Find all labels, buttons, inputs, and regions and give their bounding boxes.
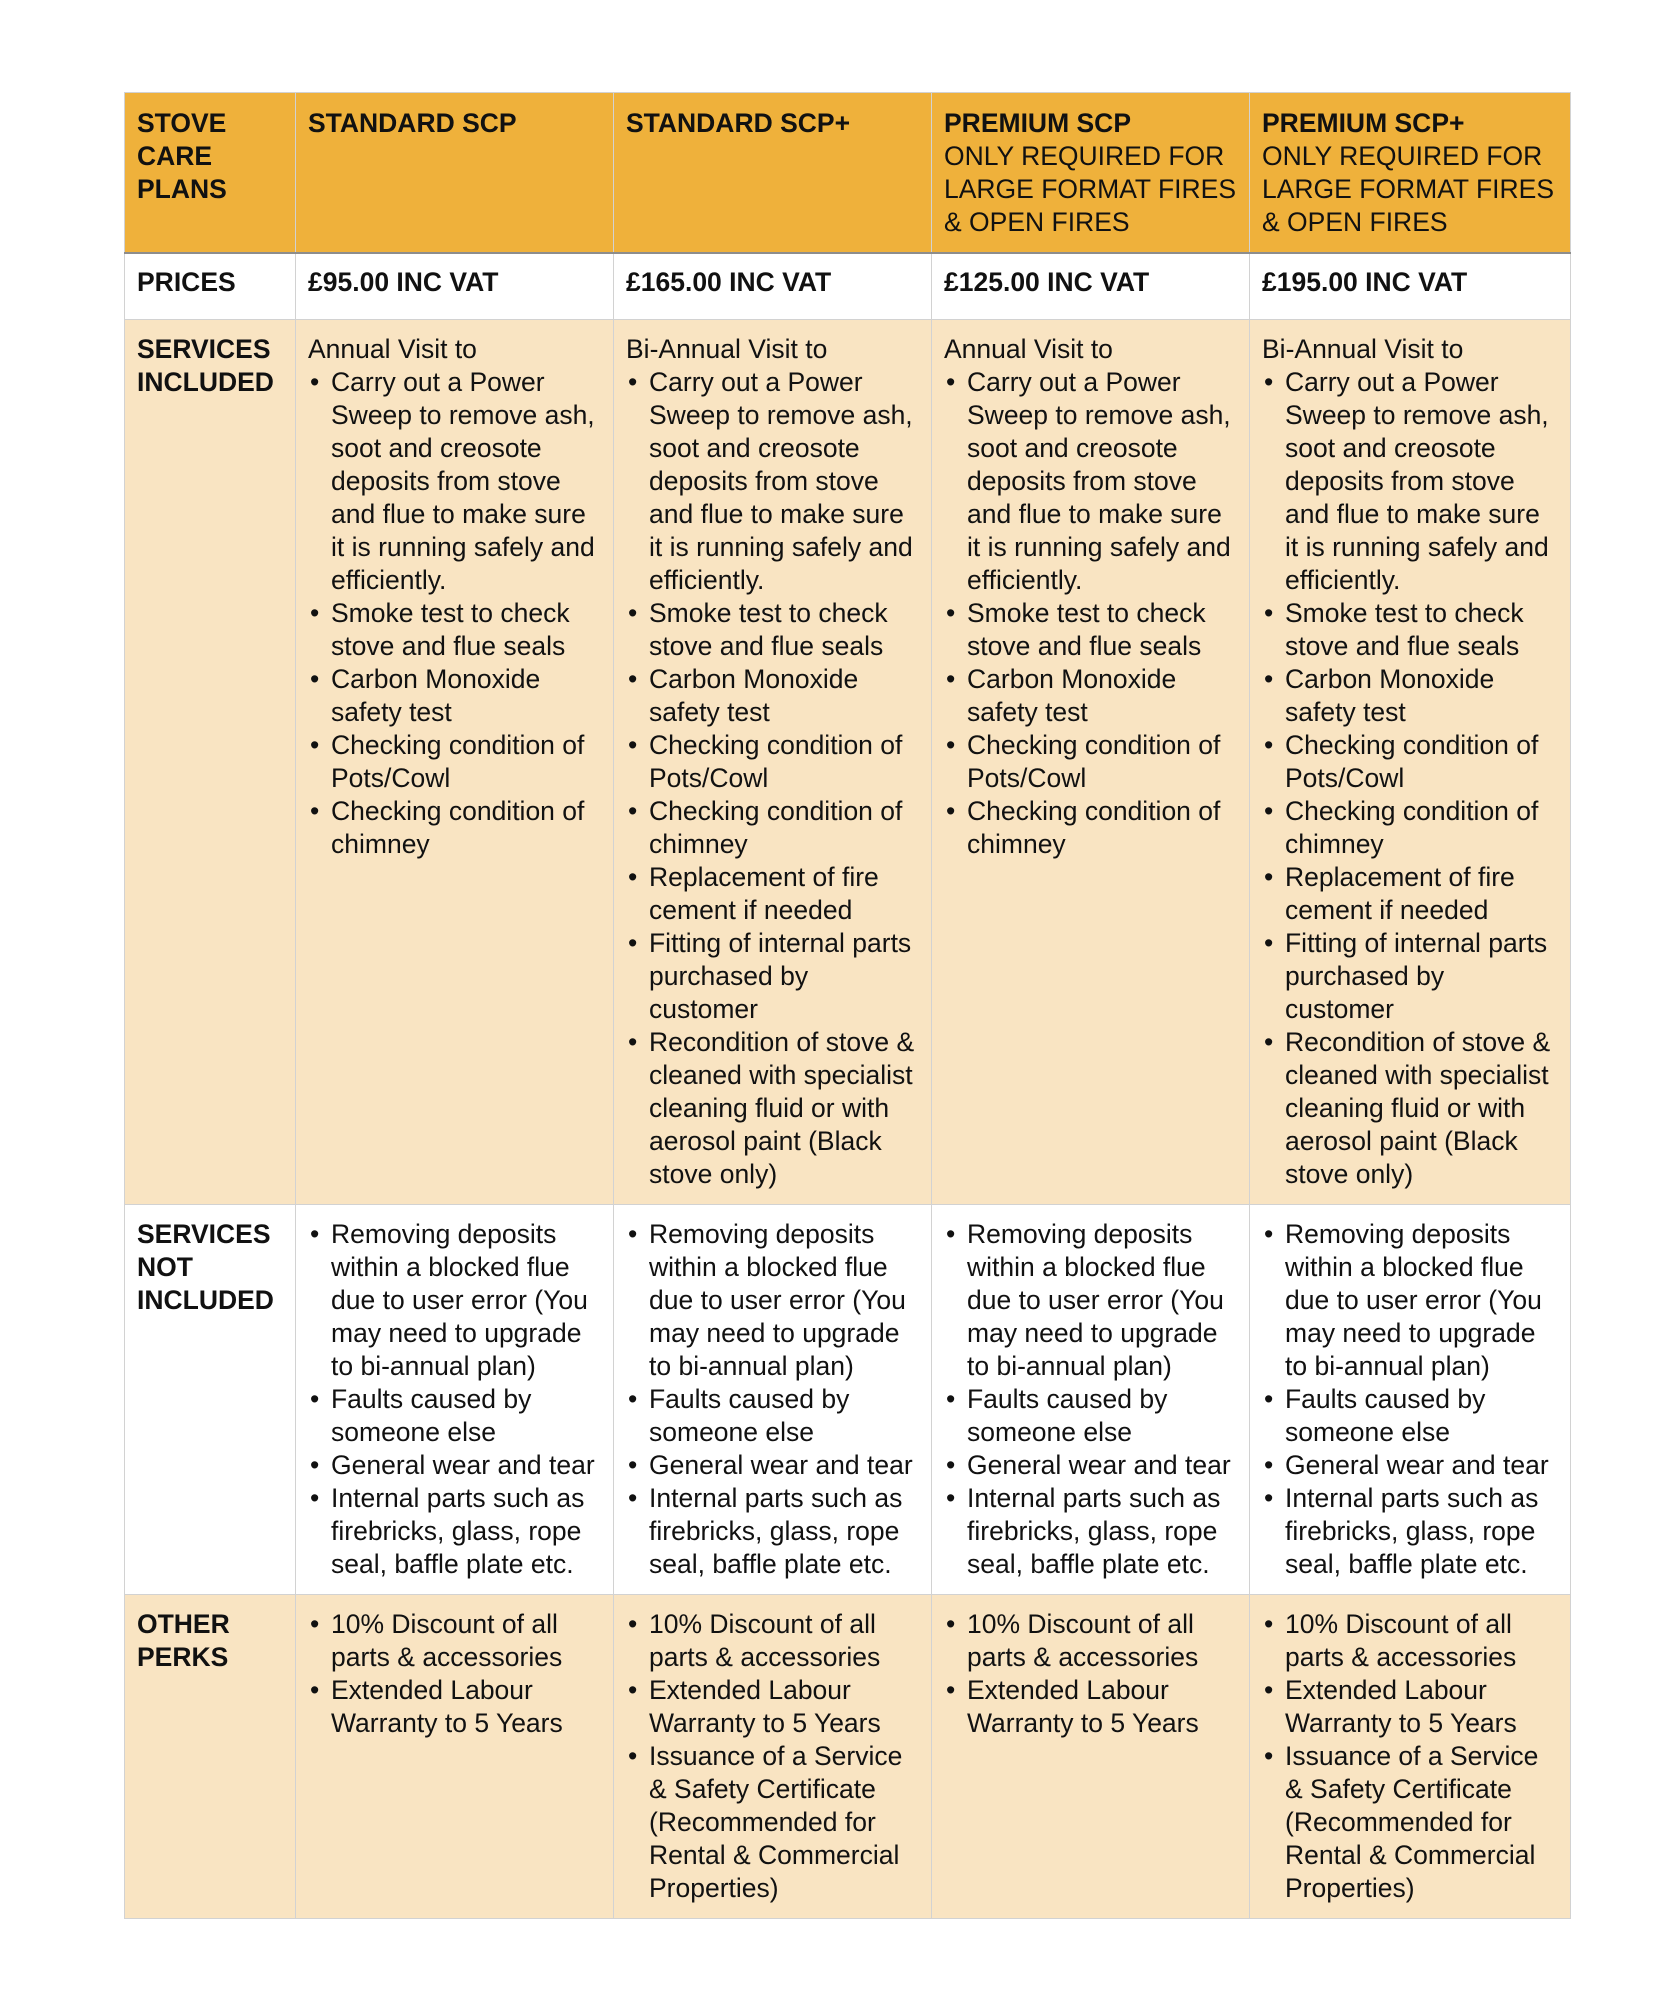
list-item [308,1482,601,1581]
bullet-icon: • [310,1675,320,1705]
list-item [308,597,601,663]
list-item-text: Extended Labour Warranty to 5 Years [1285,1675,1517,1738]
bullet-icon: • [310,1384,320,1414]
plan-name: STANDARD SCP [308,108,517,138]
bullet-icon: • [628,1483,638,1513]
list-item-text: Smoke test to check stove and flue seals [331,598,570,661]
bullet-list [308,1608,601,1740]
list-item [1262,1482,1558,1581]
list-item-text: Carry out a Power Sweep to remove ash, soot and creosote deposits from stove and flue to make sure it is running safely and efficiently. [331,367,595,595]
list-item-text: Carbon Monoxide safety test [967,664,1177,727]
list-item-text: General wear and tear [1285,1450,1549,1480]
list-item [944,1449,1237,1482]
bullet-list [308,1218,601,1581]
list-item [944,1608,1237,1674]
list-item [944,1218,1237,1383]
list-item-text: Issuance of a Service & Safety Certificate (Recommended for Rental & Commercial Properties) [649,1741,903,1903]
list-item-text: 10% Discount of all parts & accessories [1285,1609,1517,1672]
list-item [308,663,601,729]
bullet-icon: • [1264,1609,1274,1639]
list-item [944,597,1237,663]
list-item-text: General wear and tear [649,1450,913,1480]
list-item-text: Fitting of internal parts purchased by customer [649,928,912,1024]
plan-note: ONLY REQUIRED FOR LARGE FORMAT FIRES & OPEN FIRES [1262,141,1555,237]
price-standard-scp-plus: £165.00 INC VAT [614,253,932,320]
list-item-text: Checking condition of chimney [649,796,903,859]
list-item [626,1449,919,1482]
bullet-icon: • [946,367,956,397]
bullet-icon: • [628,796,638,826]
bullet-list [1262,366,1558,1191]
bullet-icon: • [946,1384,956,1414]
other-perks-cell [932,1595,1250,1919]
list-item [626,1674,919,1740]
list-item [1262,597,1558,663]
bullet-icon: • [946,1219,956,1249]
list-item-text: Extended Labour Warranty to 5 Years [331,1675,563,1738]
plan-header-premium-scp [932,93,1250,254]
services-not-included-cell [614,1205,932,1595]
list-item [626,597,919,663]
list-item [308,366,601,597]
bullet-icon: • [1264,862,1274,892]
services-included-label: SERVICES INCLUDED [125,320,296,1205]
list-item [1262,1740,1558,1905]
list-item [1262,927,1558,1026]
list-item [944,366,1237,597]
list-item-text: Checking condition of Pots/Cowl [331,730,585,793]
services-included-cell [614,320,932,1205]
list-item [944,795,1237,861]
services-included-cell [932,320,1250,1205]
list-item-text: 10% Discount of all parts & accessories [331,1609,563,1672]
list-item [626,1026,919,1191]
price-premium-scp: £125.00 INC VAT [932,253,1250,320]
list-item-text: Checking condition of chimney [331,796,585,859]
list-item-text: Faults caused by someone else [967,1384,1168,1447]
bullet-icon: • [628,1609,638,1639]
list-item [308,795,601,861]
list-item [308,1449,601,1482]
plan-name: STANDARD SCP+ [626,108,851,138]
bullet-icon: • [1264,730,1274,760]
bullet-icon: • [946,664,956,694]
bullet-icon: • [628,862,638,892]
list-item-text: Checking condition of chimney [967,796,1221,859]
list-item [626,366,919,597]
list-item-text: Smoke test to check stove and flue seals [1285,598,1524,661]
services-not-included-row [125,1205,1571,1595]
list-item [626,861,919,927]
list-item-text: Carbon Monoxide safety test [331,664,541,727]
list-item [944,729,1237,795]
list-item [626,663,919,729]
list-item-text: Removing deposits within a blocked flue due to user error (You may need to upgrade to bi-annual plan) [331,1219,588,1381]
bullet-list [1262,1218,1558,1581]
bullet-list [626,366,919,1191]
list-item [1262,663,1558,729]
list-item-text: Fitting of internal parts purchased by customer [1285,928,1548,1024]
list-item-text: Carbon Monoxide safety test [1285,664,1495,727]
bullet-icon: • [946,1675,956,1705]
list-item-text: Smoke test to check stove and flue seals [967,598,1206,661]
bullet-icon: • [946,730,956,760]
bullet-icon: • [1264,1675,1274,1705]
list-item-text: Replacement of fire cement if needed [649,862,879,925]
bullet-icon: • [310,367,320,397]
list-item [626,1383,919,1449]
list-item [1262,1218,1558,1383]
list-item [626,729,919,795]
list-item-text: Carbon Monoxide safety test [649,664,859,727]
price-standard-scp: £95.00 INC VAT [296,253,614,320]
header-label: STOVE CARE PLANS [125,93,296,254]
list-item [626,927,919,1026]
prices-row [125,253,1571,320]
bullet-icon: • [1264,1483,1274,1513]
bullet-icon: • [310,730,320,760]
services-included-cell [1250,320,1571,1205]
list-item-text: Internal parts such as firebricks, glass, rope seal, baffle plate etc. [331,1483,585,1579]
list-item [626,795,919,861]
bullet-icon: • [1264,928,1274,958]
plan-header-standard-scp [296,93,614,254]
bullet-icon: • [310,1219,320,1249]
visit-frequency: Bi-Annual Visit to [1262,334,1464,364]
list-item-text: Internal parts such as firebricks, glass, rope seal, baffle plate etc. [967,1483,1221,1579]
list-item [944,663,1237,729]
bullet-list [308,366,601,861]
services-not-included-label: SERVICES NOT INCLUDED [125,1205,296,1595]
bullet-icon: • [1264,1219,1274,1249]
list-item [944,1482,1237,1581]
list-item-text: 10% Discount of all parts & accessories [649,1609,881,1672]
bullet-icon: • [628,1027,638,1057]
bullet-icon: • [628,598,638,628]
list-item-text: Carry out a Power Sweep to remove ash, soot and creosote deposits from stove and flue to make sure it is running safely and efficiently. [649,367,913,595]
services-included-row [125,320,1571,1205]
bullet-list [626,1608,919,1905]
other-perks-cell [1250,1595,1571,1919]
list-item-text: Issuance of a Service & Safety Certificate (Recommended for Rental & Commercial Properties) [1285,1741,1539,1903]
list-item-text: Internal parts such as firebricks, glass, rope seal, baffle plate etc. [649,1483,903,1579]
bullet-icon: • [310,1483,320,1513]
list-item [944,1674,1237,1740]
list-item-text: Checking condition of chimney [1285,796,1539,859]
list-item-text: Faults caused by someone else [331,1384,532,1447]
bullet-icon: • [310,1609,320,1639]
bullet-icon: • [628,1219,638,1249]
list-item-text: Recondition of stove & cleaned with specialist cleaning fluid or with aerosol paint (Black stove only) [1285,1027,1551,1189]
services-not-included-cell [296,1205,614,1595]
bullet-icon: • [946,1450,956,1480]
other-perks-label: OTHER PERKS [125,1595,296,1919]
plan-header-standard-scp-plus [614,93,932,254]
bullet-icon: • [1264,1027,1274,1057]
plan-header-premium-scp-plus [1250,93,1571,254]
list-item [1262,795,1558,861]
plan-note: ONLY REQUIRED FOR LARGE FORMAT FIRES & OPEN FIRES [944,141,1237,237]
bullet-icon: • [310,796,320,826]
bullet-icon: • [946,1609,956,1639]
bullet-icon: • [1264,664,1274,694]
other-perks-cell [614,1595,932,1919]
list-item [1262,1674,1558,1740]
bullet-list [944,1218,1237,1581]
visit-frequency: Annual Visit to [944,334,1113,364]
bullet-icon: • [628,1675,638,1705]
prices-label: PRICES [125,253,296,320]
list-item-text: Carry out a Power Sweep to remove ash, soot and creosote deposits from stove and flue to make sure it is running safely and efficiently. [967,367,1231,595]
other-perks-row [125,1595,1571,1919]
bullet-icon: • [1264,1741,1274,1771]
list-item [1262,861,1558,927]
list-item [626,1482,919,1581]
list-item [1262,1608,1558,1674]
list-item [308,1218,601,1383]
bullet-icon: • [1264,796,1274,826]
bullet-icon: • [310,598,320,628]
bullet-list [944,366,1237,861]
bullet-icon: • [628,730,638,760]
bullet-icon: • [1264,1450,1274,1480]
list-item-text: Checking condition of Pots/Cowl [967,730,1221,793]
list-item-text: Extended Labour Warranty to 5 Years [649,1675,881,1738]
bullet-icon: • [1264,1384,1274,1414]
list-item [626,1608,919,1674]
price-premium-scp-plus: £195.00 INC VAT [1250,253,1571,320]
list-item [944,1383,1237,1449]
list-item [1262,729,1558,795]
services-not-included-cell [932,1205,1250,1595]
list-item [308,729,601,795]
list-item-text: General wear and tear [967,1450,1231,1480]
list-item-text: Replacement of fire cement if needed [1285,862,1515,925]
bullet-icon: • [946,1483,956,1513]
list-item [1262,1026,1558,1191]
list-item-text: Checking condition of Pots/Cowl [649,730,903,793]
services-not-included-cell [1250,1205,1571,1595]
list-item-text: Extended Labour Warranty to 5 Years [967,1675,1199,1738]
bullet-list [626,1218,919,1581]
list-item-text: Removing deposits within a blocked flue due to user error (You may need to upgrade to bi-annual plan) [967,1219,1224,1381]
list-item-text: Faults caused by someone else [1285,1384,1486,1447]
bullet-icon: • [628,928,638,958]
visit-frequency: Annual Visit to [308,334,477,364]
bullet-icon: • [946,796,956,826]
list-item-text: Carry out a Power Sweep to remove ash, soot and creosote deposits from stove and flue to make sure it is running safely and efficiently. [1285,367,1549,595]
bullet-icon: • [628,664,638,694]
list-item-text: Checking condition of Pots/Cowl [1285,730,1539,793]
header-row [125,93,1571,254]
bullet-icon: • [628,1450,638,1480]
stove-care-plans-table [124,92,1571,1919]
list-item-text: Recondition of stove & cleaned with specialist cleaning fluid or with aerosol paint (Black stove only) [649,1027,915,1189]
list-item-text: 10% Discount of all parts & accessories [967,1609,1199,1672]
other-perks-cell [296,1595,614,1919]
list-item [626,1218,919,1383]
list-item [1262,1383,1558,1449]
plan-name: PREMIUM SCP+ [1262,108,1465,138]
list-item-text: Removing deposits within a blocked flue due to user error (You may need to upgrade to bi-annual plan) [649,1219,906,1381]
list-item-text: Internal parts such as firebricks, glass, rope seal, baffle plate etc. [1285,1483,1539,1579]
bullet-icon: • [628,1384,638,1414]
bullet-list [1262,1608,1558,1905]
bullet-list [944,1608,1237,1740]
list-item [1262,1449,1558,1482]
bullet-icon: • [628,1741,638,1771]
services-included-cell [296,320,614,1205]
list-item-text: Faults caused by someone else [649,1384,850,1447]
bullet-icon: • [1264,598,1274,628]
plan-name: PREMIUM SCP [944,108,1131,138]
list-item [308,1674,601,1740]
bullet-icon: • [1264,367,1274,397]
list-item-text: Removing deposits within a blocked flue due to user error (You may need to upgrade to bi-annual plan) [1285,1219,1542,1381]
list-item [626,1740,919,1905]
list-item [308,1383,601,1449]
bullet-icon: • [310,1450,320,1480]
list-item [1262,366,1558,597]
bullet-icon: • [628,367,638,397]
list-item [308,1608,601,1674]
bullet-icon: • [946,598,956,628]
list-item-text: Smoke test to check stove and flue seals [649,598,888,661]
list-item-text: General wear and tear [331,1450,595,1480]
visit-frequency: Bi-Annual Visit to [626,334,828,364]
bullet-icon: • [310,664,320,694]
